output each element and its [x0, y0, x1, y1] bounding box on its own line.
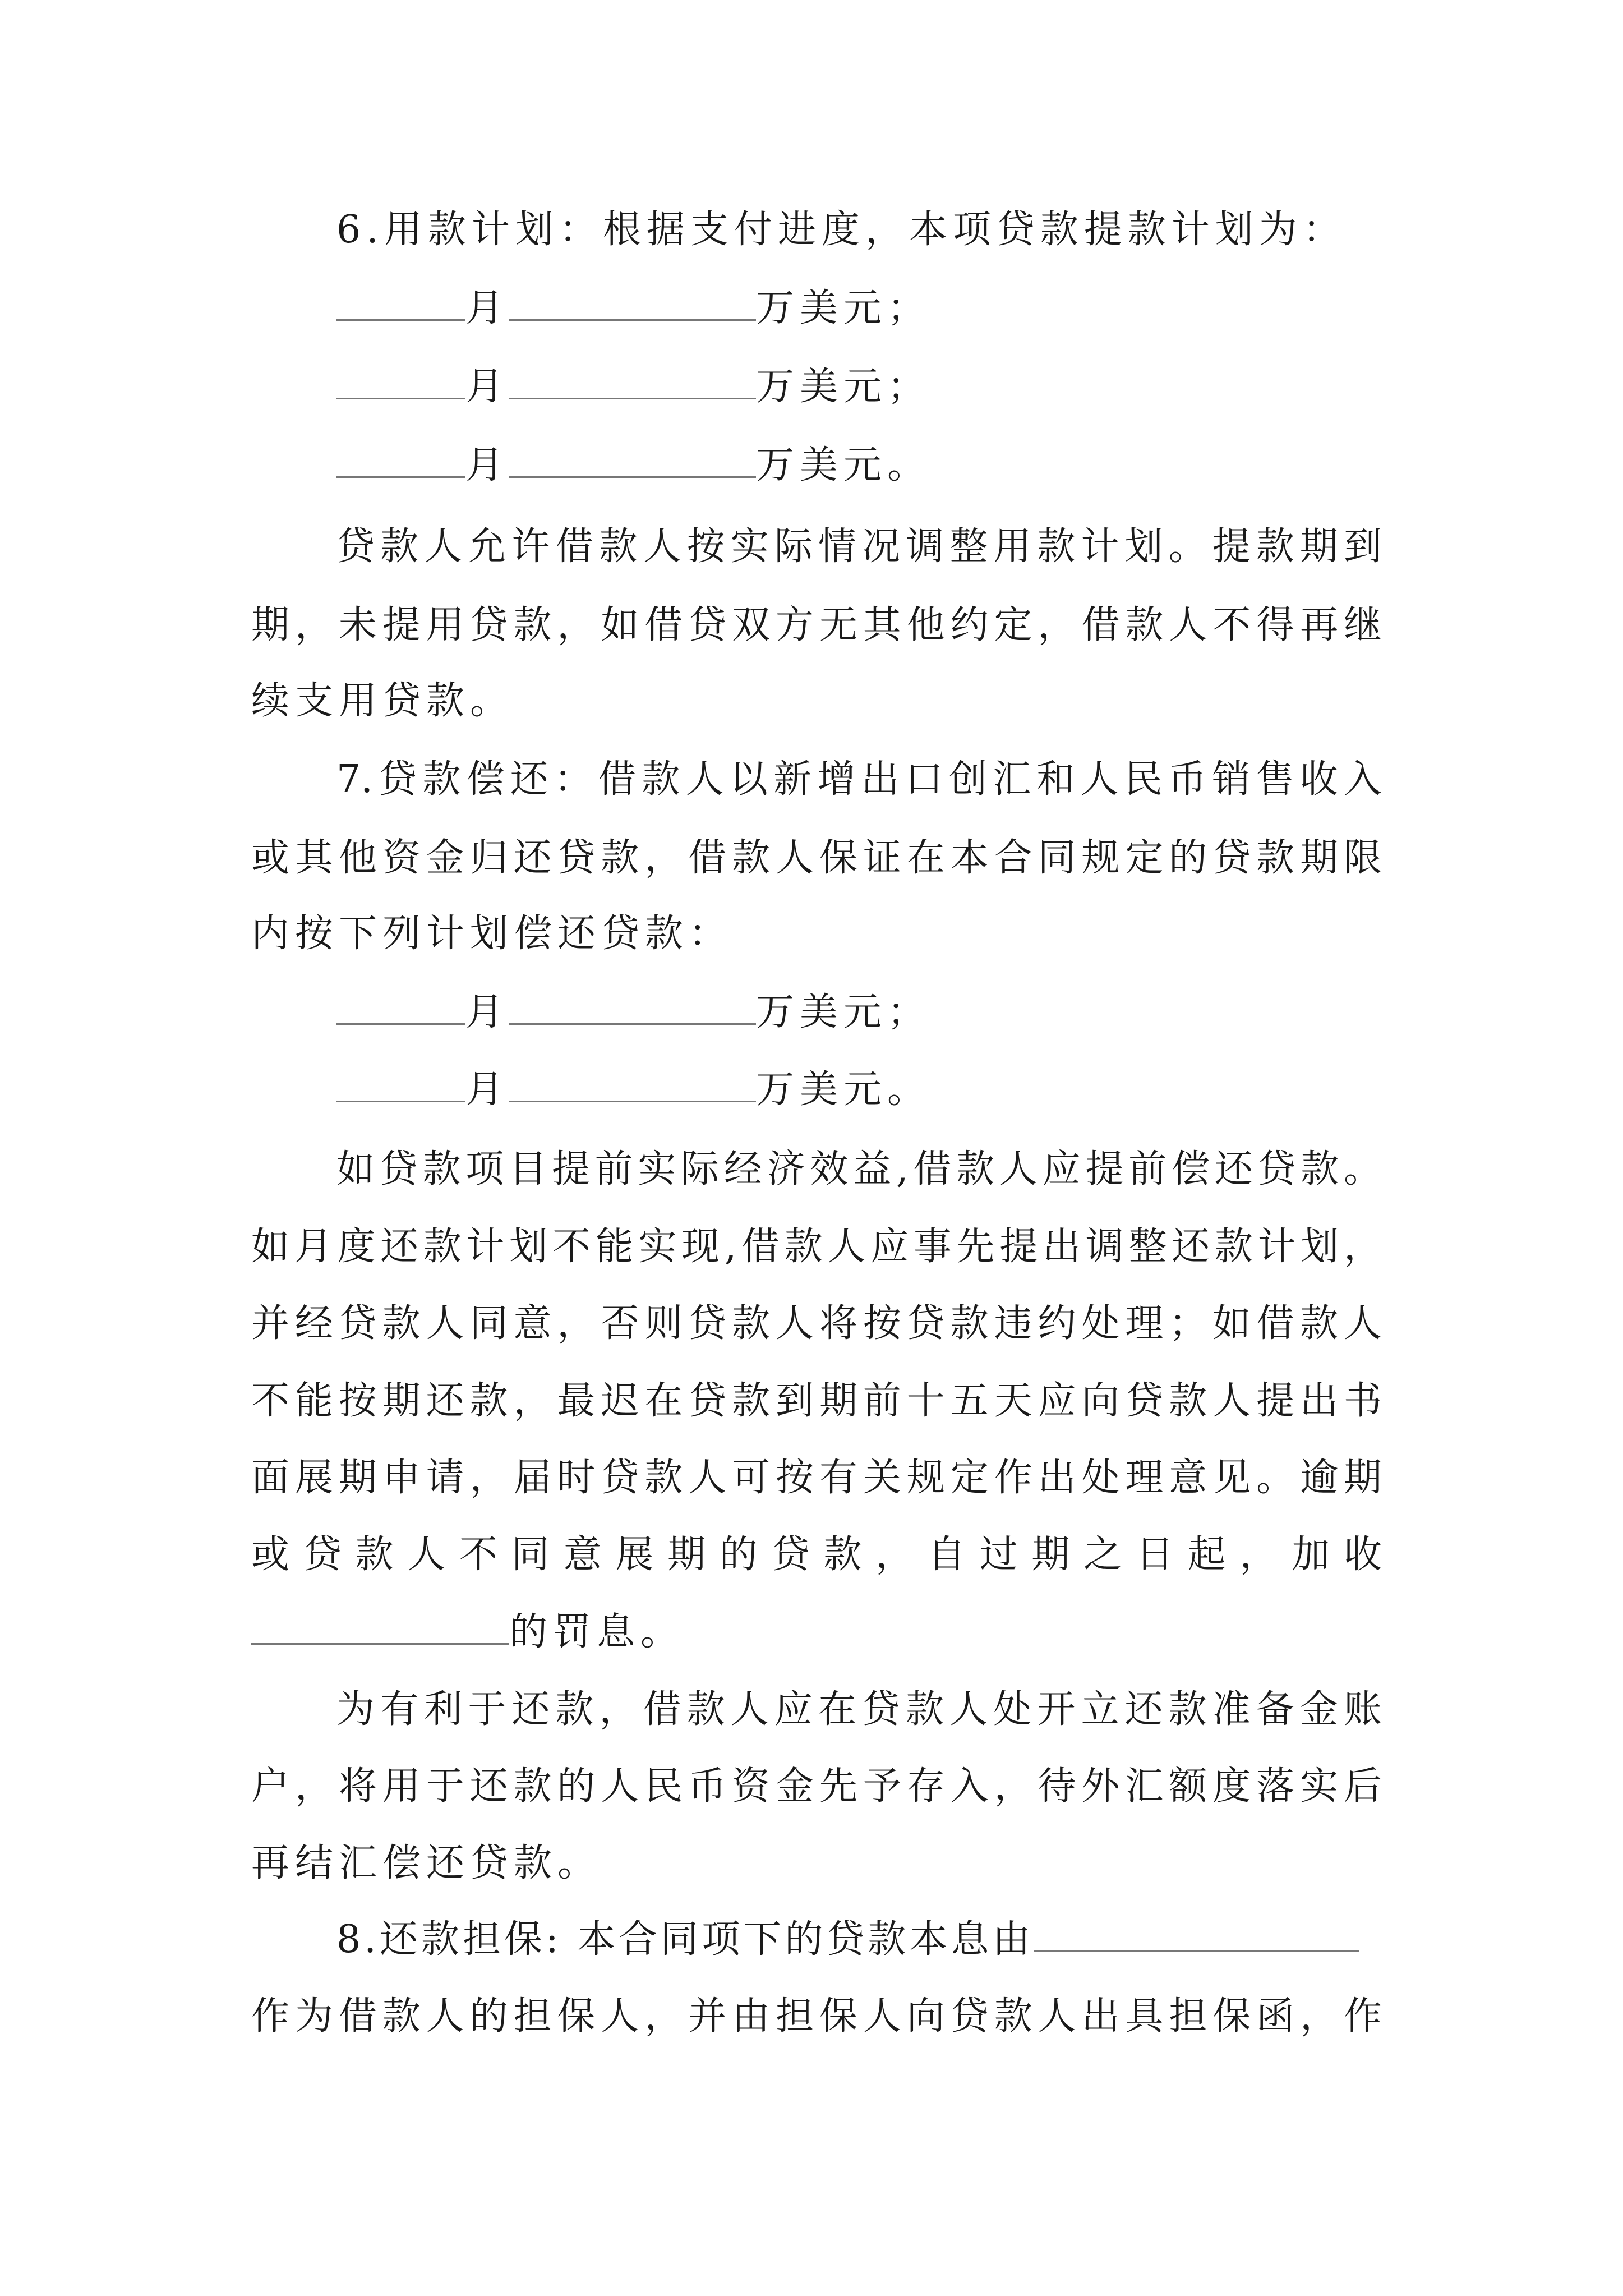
amount-blank[interactable] [509, 444, 756, 478]
paragraph-line: 或贷款人不同意展期的贷款，自过期之日起，加收 [251, 1533, 1382, 1577]
guarantor-blank[interactable] [1034, 1918, 1359, 1952]
section-7-heading-line: 内按下列计划偿还贷款： [251, 912, 733, 956]
amount-suffix: 万美元。 [756, 1068, 932, 1112]
amount-suffix: 万美元； [756, 286, 932, 330]
month-label: 月 [465, 990, 510, 1034]
penalty-suffix: 的罚息。 [509, 1610, 685, 1654]
paragraph-line: 贷款人允许借款人按实际情况调整用款计划。提款期到 [336, 524, 1382, 569]
section-7-heading: 7.贷款偿还：借款人以新增出口创汇和人民币销售收入 [336, 757, 1382, 802]
penalty-rate-blank[interactable] [251, 1611, 509, 1645]
amount-blank[interactable] [509, 287, 756, 321]
amount-blank[interactable] [509, 991, 756, 1025]
drawdown-row-2 [336, 359, 931, 415]
paragraph-line: 续支用贷款。 [251, 679, 514, 723]
paragraph-line: 作为借款人的担保人，并由担保人向贷款人出具担保函，作 [251, 1994, 1382, 2039]
month-label: 月 [465, 286, 510, 330]
paragraph-line: 期，未提用贷款，如借贷双方无其他约定，借款人不得再继 [251, 603, 1382, 647]
paragraph-line: 户，将用于还款的人民币资金先予存入，待外汇额度落实后 [251, 1764, 1382, 1809]
amount-blank[interactable] [509, 365, 756, 399]
month-blank[interactable] [336, 287, 465, 321]
repayment-row-2 [336, 1062, 931, 1118]
section-6-heading: 6.用款计划：根据支付进度，本项贷款提款计划为： [336, 208, 1347, 252]
drawdown-row-3 [336, 438, 931, 494]
month-blank[interactable] [336, 444, 465, 478]
paragraph-line: 面展期申请，届时贷款人可按有关规定作出处理意见。逾期 [251, 1456, 1382, 1500]
paragraph-line: 不能按期还款，最迟在贷款到期前十五天应向贷款人提出书 [251, 1379, 1382, 1423]
amount-suffix: 万美元。 [756, 443, 932, 487]
drawdown-row-1 [336, 280, 931, 337]
penalty-line [251, 1604, 684, 1660]
paragraph-line: 为有利于还款，借款人应在贷款人处开立还款准备金账 [336, 1687, 1382, 1732]
section-8-heading [336, 1912, 1359, 1968]
amount-blank[interactable] [509, 1068, 756, 1102]
repayment-row-1 [336, 984, 931, 1041]
section-8-heading-text: 8.还款担保: 本合同项下的贷款本息由 [336, 1917, 1034, 1962]
month-label: 月 [465, 443, 510, 487]
section-7-heading-line: 或其他资金归还贷款，借款人保证在本合同规定的贷款期限 [251, 836, 1382, 880]
paragraph-line: 再结汇偿还贷款。 [251, 1841, 602, 1885]
month-label: 月 [465, 365, 510, 409]
month-blank[interactable] [336, 991, 465, 1025]
month-blank[interactable] [336, 365, 465, 399]
paragraph-line: 如贷款项目提前实际经济效益,借款人应提前偿还贷款。 [336, 1147, 1382, 1191]
month-blank[interactable] [336, 1068, 465, 1102]
paragraph-line: 并经贷款人同意，否则贷款人将按贷款违约处理；如借款人 [251, 1301, 1382, 1346]
amount-suffix: 万美元； [756, 365, 932, 409]
amount-suffix: 万美元； [756, 990, 932, 1034]
month-label: 月 [465, 1068, 510, 1112]
paragraph-line: 如月度还款计划不能实现,借款人应事先提出调整还款计划， [251, 1225, 1382, 1269]
